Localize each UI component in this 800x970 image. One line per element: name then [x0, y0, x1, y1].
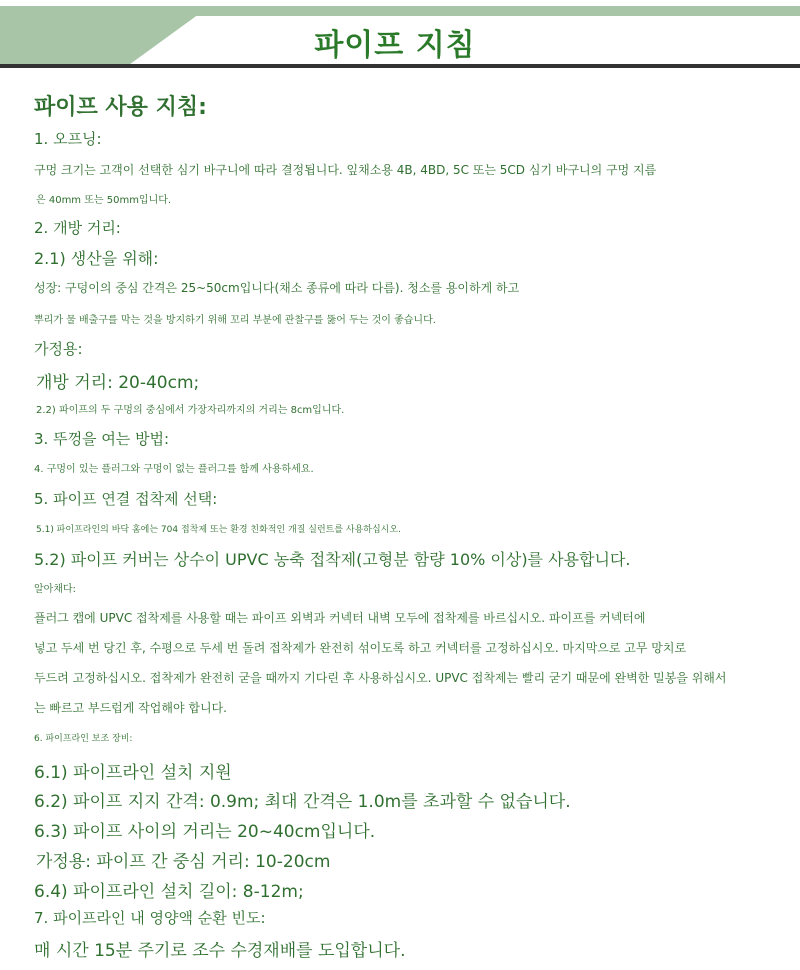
banner-rule: [0, 64, 800, 68]
section-6-title: 6. 파이프라인 보조 장비:: [34, 734, 133, 744]
section-1-text-1: 구멍 크기는 고객이 선택한 심기 바구니에 따라 결정됩니다. 잎채소용 4B, 4BD, 5C 또는 5CD 심기 바구니의 구멍 지름: [34, 163, 657, 177]
section-7-title: 7. 파이프라인 내 영양액 순환 빈도:: [34, 909, 266, 927]
section-2-1-text-1: 성장: 구덩이의 중심 간격은 25~50cm입니다(채소 종류에 따라 다름). 청소를 용이하게 하고: [34, 281, 520, 295]
notice-text-1: 플러그 캡에 UPVC 접착제를 사용할 때는 파이프 외벽과 커넥터 내벽 모두에 접착제를 바르십시오. 파이프를 커넥터에: [34, 611, 646, 625]
notice-label: 알아채다:: [34, 584, 77, 595]
section-5-1-text: 5.1) 파이프라인의 바닥 홈에는 704 접착제 또는 환경 친화적인 개질 실런트를 사용하십시오.: [36, 525, 401, 535]
section-2-1-home-label: 가정용:: [34, 340, 83, 358]
section-6-2-text: 6.2) 파이프 지지 간격: 0.9m; 최대 간격은 1.0m를 초과할 수 없습니다.: [34, 792, 571, 812]
section-3-title: 3. 뚜껑을 여는 방법:: [34, 430, 170, 448]
section-6-3-text: 6.3) 파이프 사이의 거리는 20~40cm입니다.: [34, 822, 376, 842]
notice-text-2: 넣고 두세 번 당긴 후, 수평으로 두세 번 돌려 접착제가 완전히 섞이도록 하고 커넥터를 고정하십시오. 마지막으로 고무 망치로: [34, 641, 687, 655]
section-7-text: 매 시간 15분 주기로 조수 수경재배를 도입합니다.: [34, 941, 406, 961]
section-5-2-text: 5.2) 파이프 커버는 상수이 UPVC 농축 접착제(고형분 함량 10% 이상)를 사용합니다.: [34, 550, 631, 569]
section-3-text: 4. 구멍이 있는 플러그와 구멍이 없는 플러그를 함께 사용하세요.: [34, 464, 314, 475]
notice-text-3: 두드려 고정하십시오. 접착제가 완전히 굳을 때까지 기다린 후 사용하십시오. UPVC 접착제는 빨리 굳기 때문에 완벽한 밀봉을 위해서: [34, 671, 727, 685]
section-2-1-distance: 개방 거리: 20-40cm;: [36, 373, 200, 393]
section-1-title: 1. 오프닝:: [34, 130, 102, 148]
section-6-1-text: 6.1) 파이프라인 설치 지원: [34, 763, 232, 783]
section-2-1-text-2: 뿌리가 물 배출구를 막는 것을 방지하기 위해 꼬리 부분에 관찰구를 뚫어 두는 것이 좋습니다.: [34, 315, 436, 326]
section-6-4-text: 6.4) 파이프라인 설치 길이: 8-12m;: [34, 882, 304, 902]
page-title: 파이프 지침: [314, 28, 476, 63]
section-6-3-home-text: 가정용: 파이프 간 중심 거리: 10-20cm: [36, 852, 331, 872]
section-2-2-text: 2.2) 파이프의 두 구멍의 중심에서 가장자리까지의 거리는 8cm입니다.: [36, 405, 345, 416]
section-1-text-2: 은 40mm 또는 50mm입니다.: [36, 195, 172, 206]
notice-text-4: 는 빠르고 부드럽게 작업해야 합니다.: [34, 701, 227, 715]
title-banner: [0, 0, 800, 70]
section-2-title: 2. 개방 거리:: [34, 219, 121, 237]
doc-heading: 파이프 사용 지침:: [34, 95, 207, 120]
section-2-1-title: 2.1) 생산을 위해:: [34, 249, 159, 268]
section-5-title: 5. 파이프 연결 접착제 선택:: [34, 490, 218, 508]
